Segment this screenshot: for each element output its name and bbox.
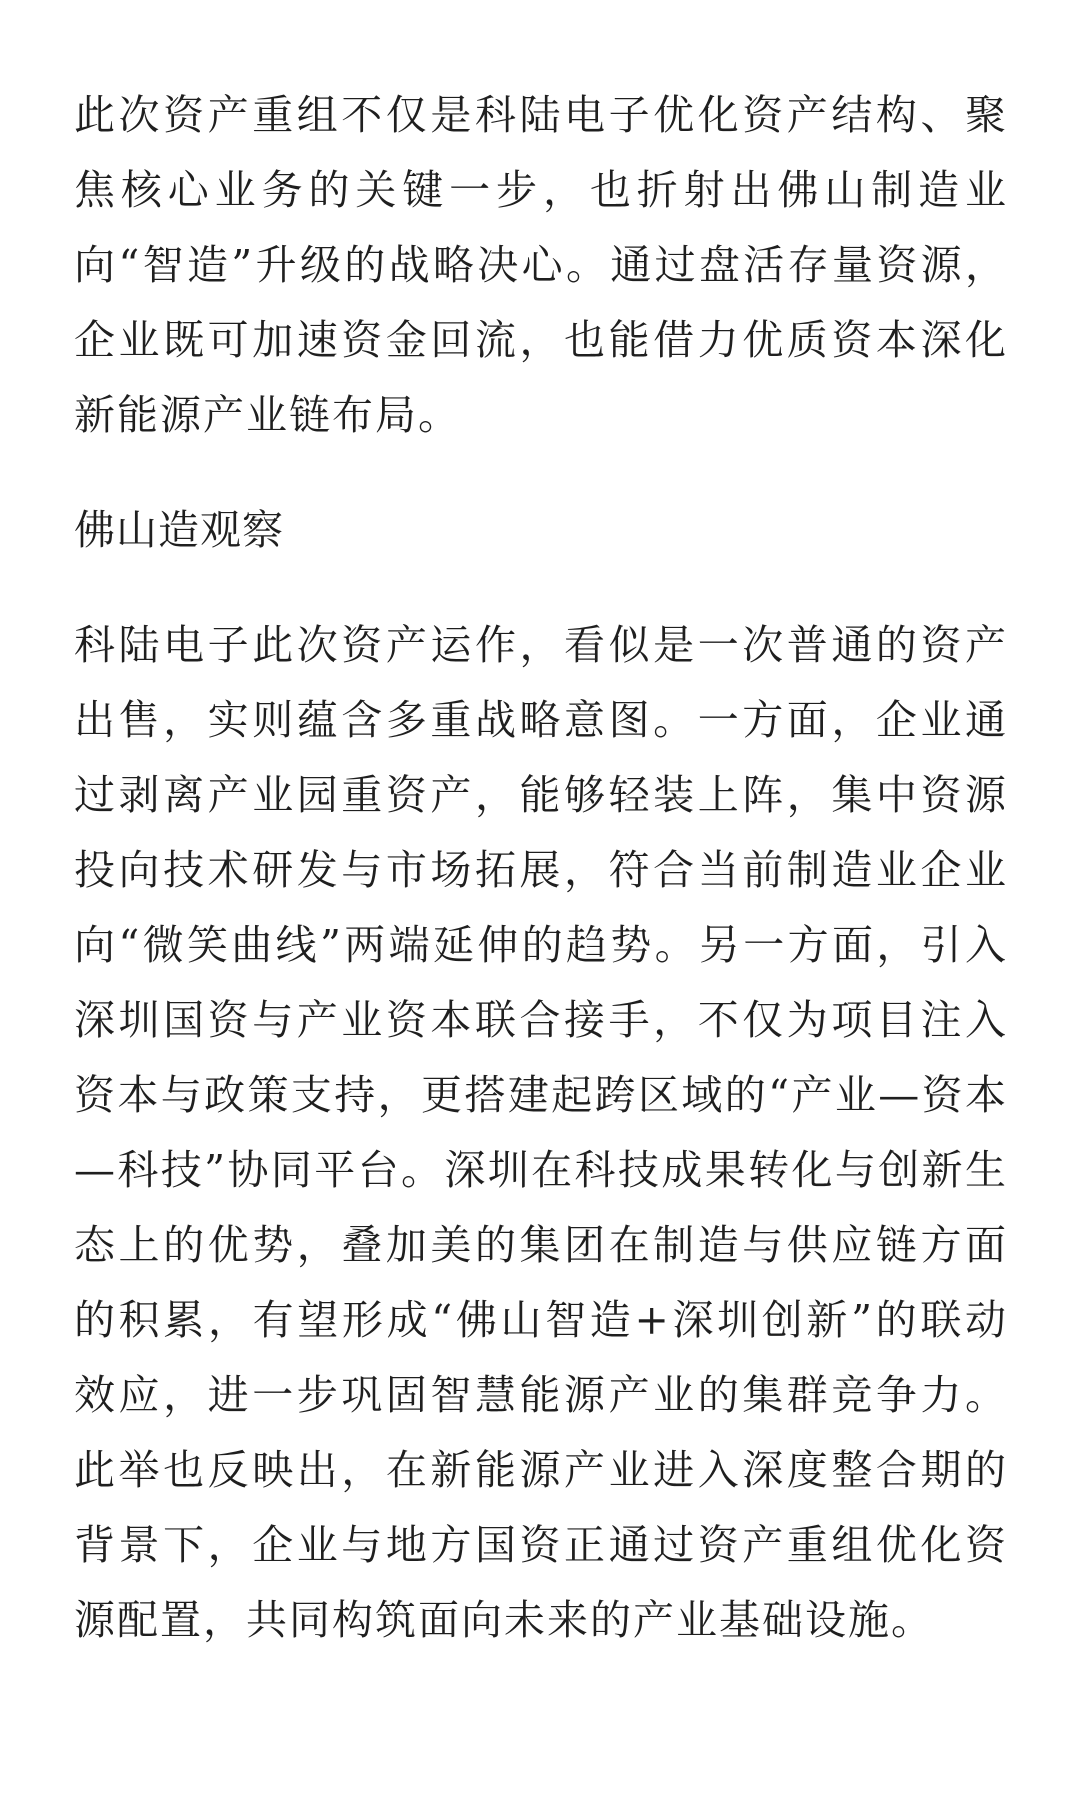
section-heading: 佛山造观察 <box>74 506 284 554</box>
article-body <box>74 78 1008 1658</box>
intro-paragraph: 此次资产重组不仅是科陆电子优化资产结构、聚焦核心业务的关键一步，也折射出佛山制造业向“智造”升级的战略决心。通过盘活存量资源，企业既可加速资金回流，也能借力优质资本深化新能源产业链布局。 <box>74 91 1008 439</box>
section-paragraph: 科陆电子此次资产运作，看似是一次普通的资产出售，实则蕴含多重战略意图。一方面，企业通过剥离产业园重资产，能够轻装上阵，集中资源投向技术研发与市场拓展，符合当前制造业企业向“微笑曲线”两端延伸的趋势。另一方面，引入深圳国资与产业资本联合接手，不仅为项目注入资本与政策支持，更搭建起跨区域的“产业—资本—科技”协同平台。深圳在科技成果转化与创新生态上的优势，叠加美的集团在制造与供应链方面的积累，有望形成“佛山智造+深圳创新”的联动效应，进一步巩固智慧能源产业的集群竞争力。此举也反映出，在新能源产业进入深度整合期的背景下，企业与地方国资正通过资产重组优化资源配置，共同构筑面向未来的产业基础设施。 <box>74 621 1008 1644</box>
